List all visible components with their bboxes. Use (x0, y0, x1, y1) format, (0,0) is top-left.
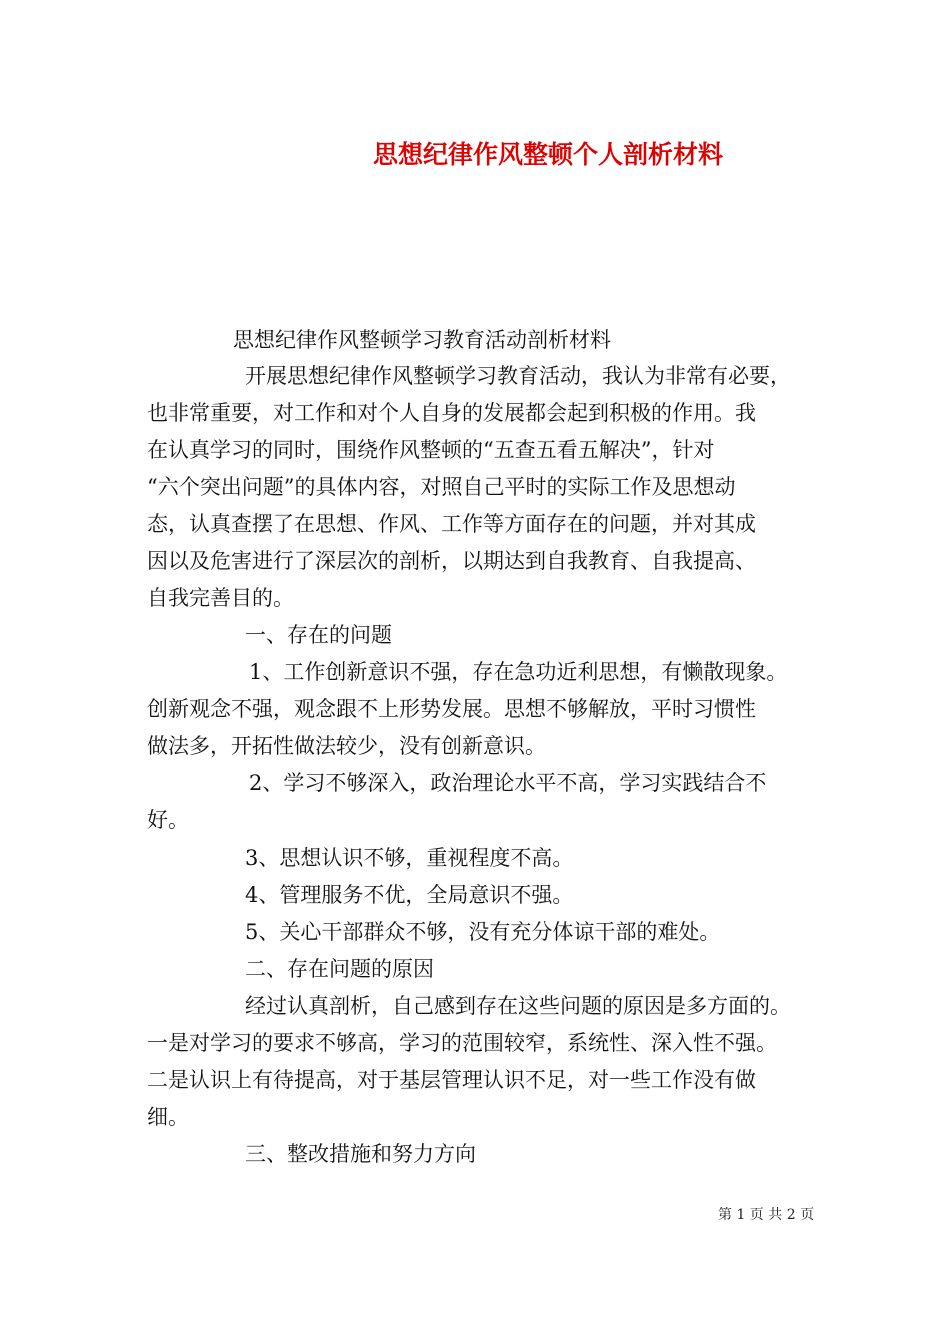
section-heading: 三、整改措施和努力方向 (245, 1142, 476, 1166)
list-item: 4、管理服务不优，全局意识不强。 (245, 883, 574, 907)
paragraph-line: 自我完善目的。 (147, 586, 294, 610)
paragraph-line: 一是对学习的要求不够高，学习的范围较窄，系统性、深入性不强。 (147, 1031, 777, 1055)
paragraph-line: “六个突出问题”的具体内容，对照自己平时的实际工作及思想动 (147, 475, 736, 499)
section-heading: 一、存在的问题 (245, 623, 392, 647)
paragraph-line: 开展思想纪律作风整顿学习教育活动，我认为非常有必要， (245, 364, 791, 388)
paragraph-line: 好。 (147, 808, 189, 832)
document-title: 思想纪律作风整顿个人剖析材料 (373, 140, 724, 169)
paragraph-line: 在认真学习的同时，围绕作风整顿的“五查五看五解决”，针对 (147, 438, 715, 462)
paragraph-line: 也非常重要，对工作和对个人自身的发展都会起到积极的作用。我 (147, 401, 756, 425)
paragraph-line: 细。 (147, 1105, 189, 1129)
paragraph-line: 因以及危害进行了深层次的剖析，以期达到自我教育、自我提高、 (147, 549, 756, 573)
paragraph-line: 做法多，开拓性做法较少，没有创新意识。 (147, 734, 546, 758)
list-item: 3、思想认识不够，重视程度不高。 (245, 846, 574, 870)
section-heading: 二、存在问题的原因 (245, 957, 434, 981)
subtitle-line: 思想纪律作风整顿学习教育活动剖析材料 (233, 328, 611, 352)
page-number: 第 1 页 共 2 页 (718, 1207, 815, 1223)
list-item: 2、学习不够深入，政治理论水平不高，学习实践结合不 (249, 771, 767, 795)
list-item: 5、关心干部群众不够，没有充分体谅干部的难处。 (245, 920, 721, 944)
paragraph-line: 创新观念不强，观念跟不上形势发展。思想不够解放，平时习惯性 (147, 697, 756, 721)
list-item: 1、工作创新意识不强，存在急功近利思想，有懒散现象。 (249, 660, 788, 684)
paragraph-line: 态，认真查摆了在思想、作风、工作等方面存在的问题，并对其成 (147, 512, 756, 536)
paragraph-line: 二是认识上有待提高，对于基层管理认识不足，对一些工作没有做 (147, 1068, 756, 1092)
paragraph-line: 经过认真剖析，自己感到存在这些问题的原因是多方面的。 (245, 994, 791, 1018)
